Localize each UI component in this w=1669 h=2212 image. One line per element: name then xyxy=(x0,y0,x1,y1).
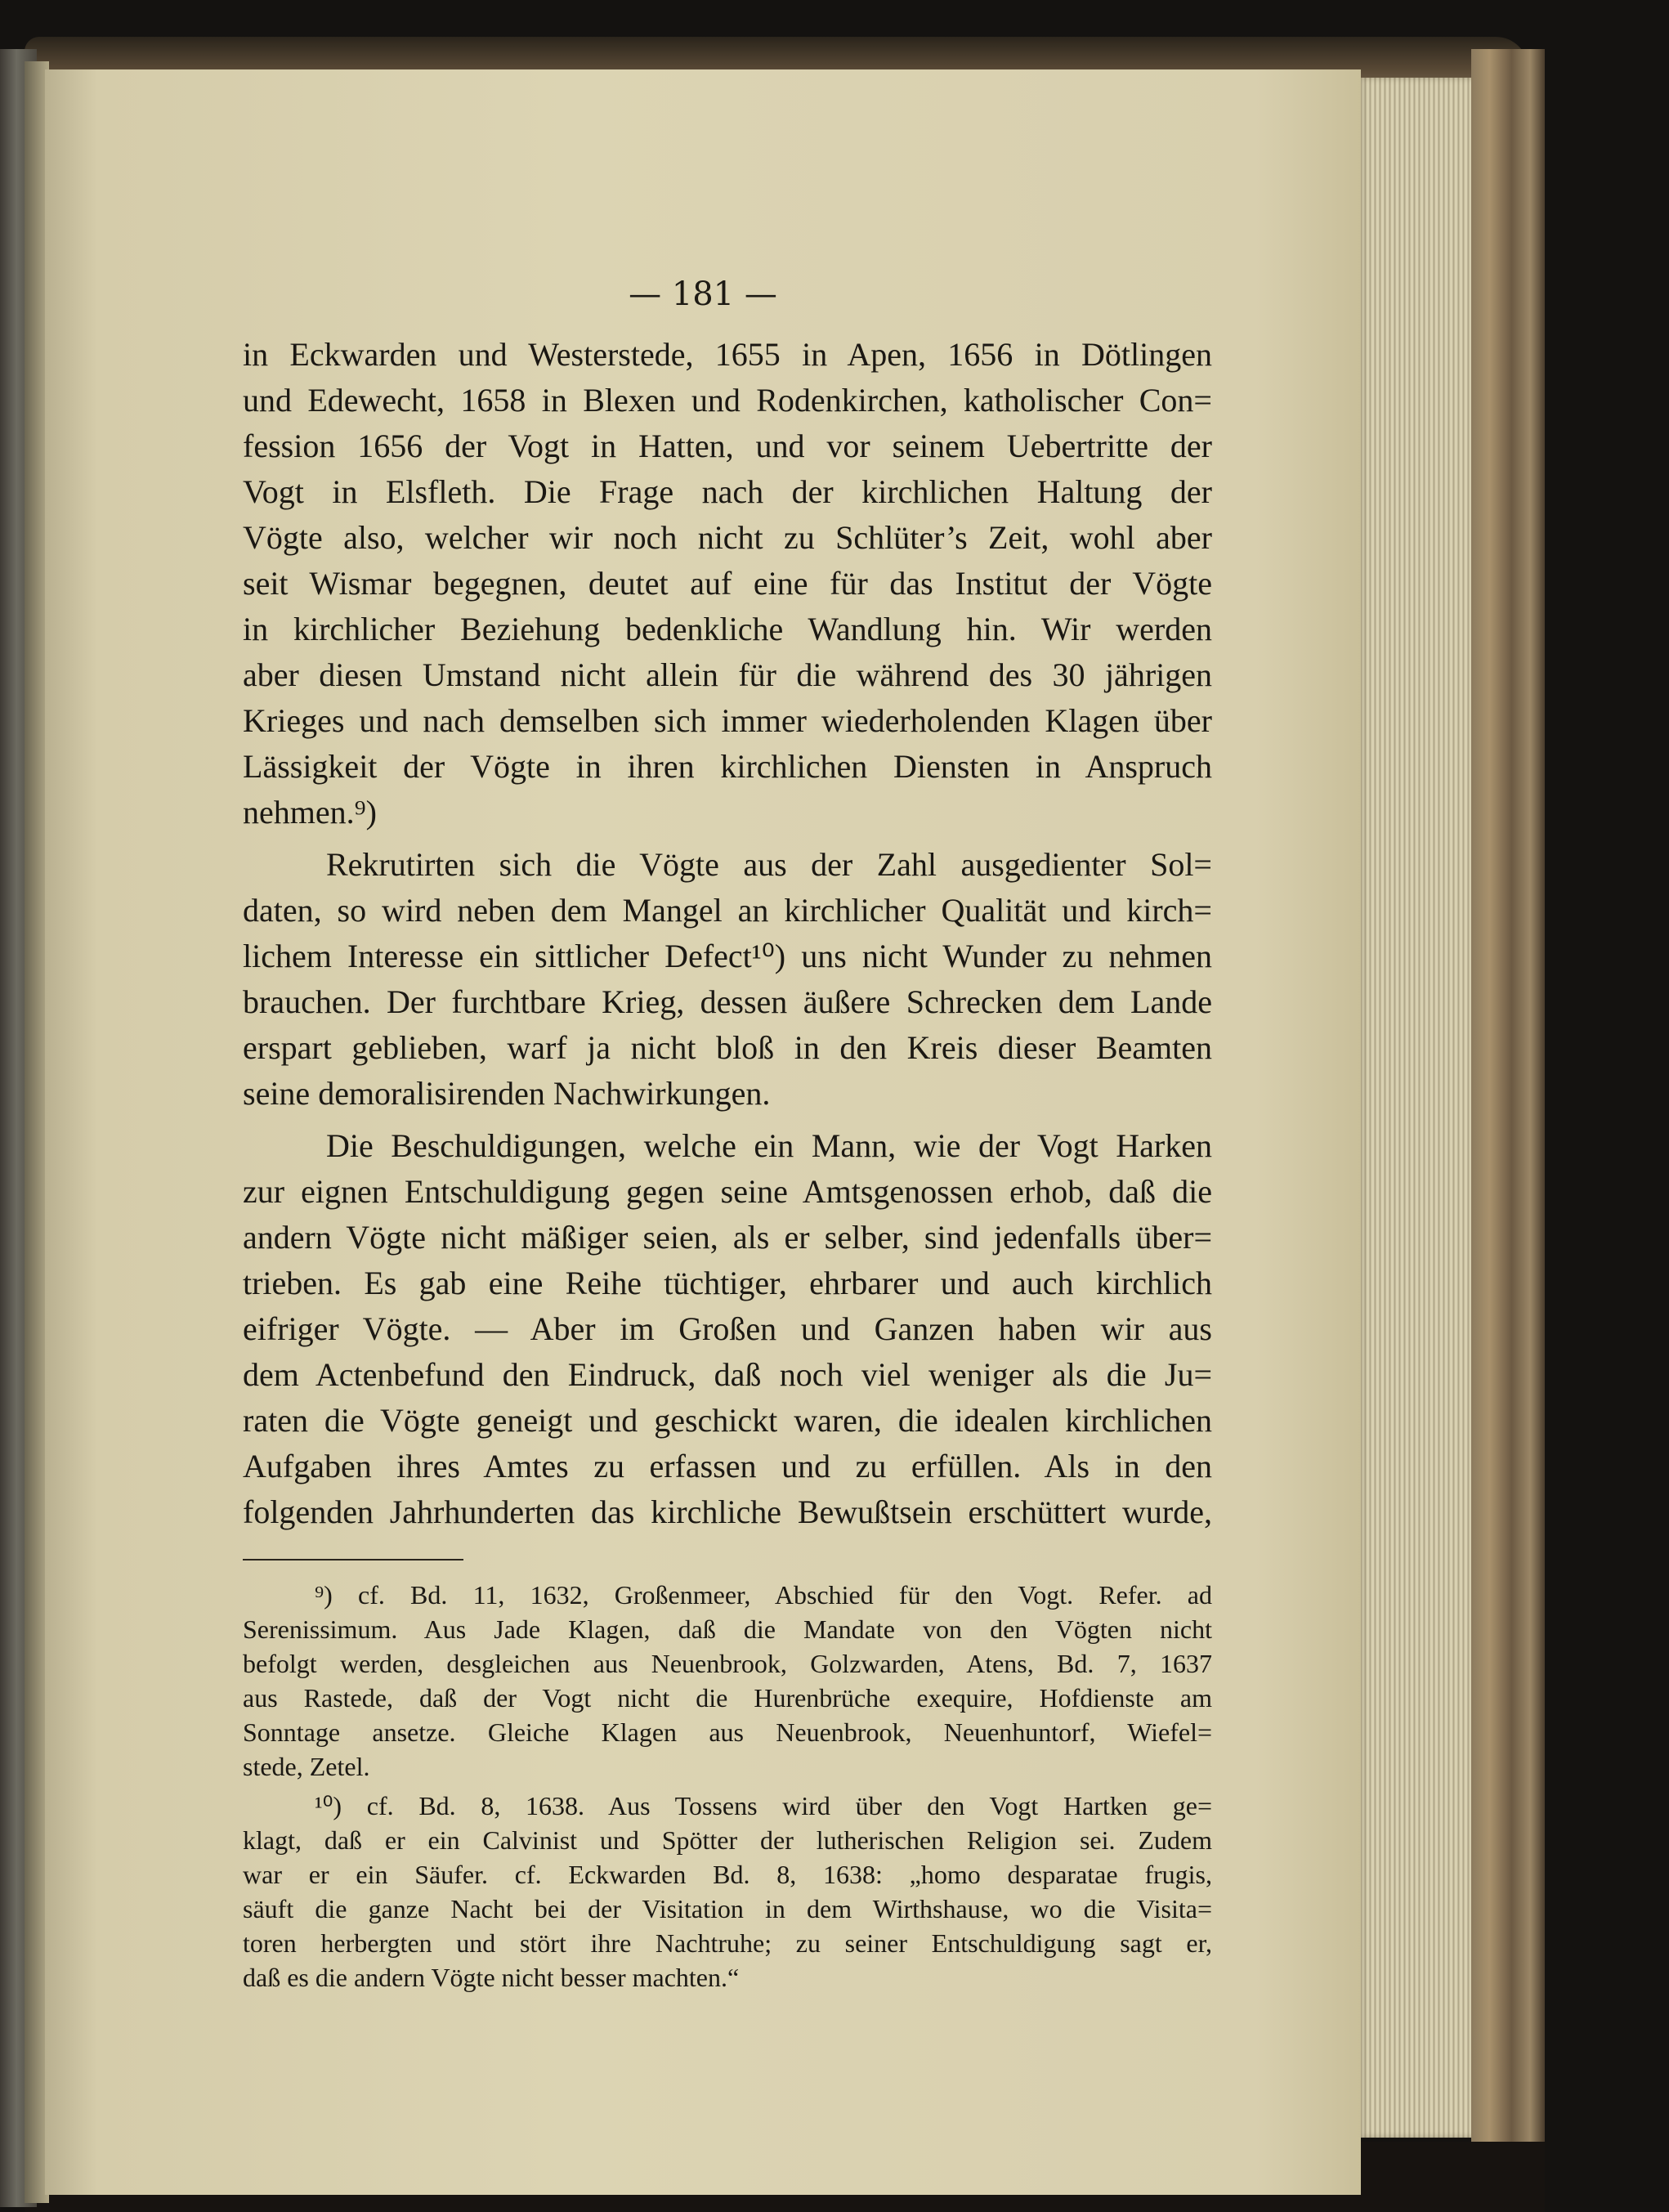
text-line: seit Wismar begegnen, deutet auf eine für das Institut der Vögte xyxy=(243,565,1212,602)
text-line: Vogt in Elsfleth. Die Frage nach der kirchlichen Haltung der xyxy=(243,473,1212,510)
text-line: seine demoralisirenden Nachwirkungen. xyxy=(243,1075,771,1112)
page-block-edges xyxy=(1357,78,1471,2138)
text-line: dem Actenbefund den Eindruck, daß noch viel weniger als die Ju= xyxy=(243,1356,1212,1393)
text-line: erspart geblieben, warf ja nicht bloß in den Kreis dieser Beamten xyxy=(243,1029,1212,1066)
footnote-line: Serenissimum. Aus Jade Klagen, daß die Mandate von den Vögten nicht xyxy=(243,1614,1212,1644)
text-line: Aufgaben ihres Amtes zu erfassen und zu erfüllen. Als in den xyxy=(243,1448,1212,1484)
text-line: daten, so wird neben dem Mangel an kirchlicher Qualität und kirch= xyxy=(243,892,1212,929)
footnote-line: klagt, daß er ein Calvinist und Spötter der lutherischen Religion sei. Zudem xyxy=(243,1825,1212,1855)
page-number: — 181 — xyxy=(629,275,777,313)
book-cover-right-edge xyxy=(1471,49,1545,2142)
text-line: fession 1656 der Vogt in Hatten, und vor seinem Uebertritte der xyxy=(243,428,1212,464)
text-line: Lässigkeit der Vögte in ihren kirchlichen Diensten in Anspruch xyxy=(243,748,1212,785)
text-line: in Eckwarden und Westerstede, 1655 in Apen, 1656 in Dötlingen xyxy=(243,336,1212,373)
footnote-line: ⁹) cf. Bd. 11, 1632, Großenmeer, Abschied für den Vogt. Refer. ad xyxy=(315,1580,1212,1610)
text-line: trieben. Es gab eine Reihe tüchtiger, ehrbarer und auch kirchlich xyxy=(243,1265,1212,1301)
text-line: zur eignen Entschuldigung gegen seine Amtsgenossen erhob, daß die xyxy=(243,1173,1212,1210)
text-line: lichem Interesse ein sittlicher Defect¹⁰) uns nicht Wunder zu nehmen xyxy=(243,938,1212,974)
footnote-line: war er ein Säufer. cf. Eckwarden Bd. 8, 1638: „homo desparatae frugis, xyxy=(243,1860,1212,1889)
text-line: Rekrutirten sich die Vögte aus der Zahl ausgedienter Sol= xyxy=(326,846,1212,883)
text-line: eifriger Vögte. — Aber im Großen und Ganzen haben wir aus xyxy=(243,1310,1212,1347)
text-line: Krieges und nach demselben sich immer wiederholenden Klagen über xyxy=(243,702,1212,739)
footnote-separator xyxy=(243,1559,463,1560)
footnote-line: aus Rastede, daß der Vogt nicht die Hurenbrüche exequire, Hofdienste am xyxy=(243,1683,1212,1713)
footnote-line: daß es die andern Vögte nicht besser machten.“ xyxy=(243,1963,740,1992)
footnote-line: säuft die ganze Nacht bei der Visitation in dem Wirthshause, wo die Visita= xyxy=(243,1894,1212,1923)
text-line: andern Vögte nicht mäßiger seien, als er selber, sind jedenfalls über= xyxy=(243,1219,1212,1256)
footnote-line: stede, Zetel. xyxy=(243,1752,370,1781)
book-page xyxy=(45,69,1361,2195)
text-line: folgenden Jahrhunderten das kirchliche Bewußtsein erschüttert wurde, xyxy=(243,1493,1212,1530)
text-line: und Edewecht, 1658 in Blexen und Rodenkirchen, katholischer Con= xyxy=(243,382,1212,419)
text-line: nehmen.⁹) xyxy=(243,794,377,831)
text-line: Vögte also, welcher wir noch nicht zu Schlüter’s Zeit, wohl aber xyxy=(243,519,1212,556)
footnote-line: Sonntage ansetze. Gleiche Klagen aus Neuenbrook, Neuenhuntorf, Wiefel= xyxy=(243,1717,1212,1747)
footnote-line: ¹⁰) cf. Bd. 8, 1638. Aus Tossens wird über den Vogt Hartken ge= xyxy=(315,1791,1212,1820)
text-line: Die Beschuldigungen, welche ein Mann, wie der Vogt Harken xyxy=(326,1127,1212,1164)
text-line: aber diesen Umstand nicht allein für die während des 30 jährigen xyxy=(243,656,1212,693)
text-line: raten die Vögte geneigt und geschickt waren, die idealen kirchlichen xyxy=(243,1402,1212,1439)
footnote-line: toren herbergten und stört ihre Nachtruhe; zu seiner Entschuldigung sagt er, xyxy=(243,1928,1212,1958)
text-line: in kirchlicher Beziehung bedenkliche Wandlung hin. Wir werden xyxy=(243,611,1212,647)
text-line: brauchen. Der furchtbare Krieg, dessen äußere Schrecken dem Lande xyxy=(243,983,1212,1020)
footnote-line: befolgt werden, desgleichen aus Neuenbrook, Golzwarden, Atens, Bd. 7, 1637 xyxy=(243,1649,1212,1678)
